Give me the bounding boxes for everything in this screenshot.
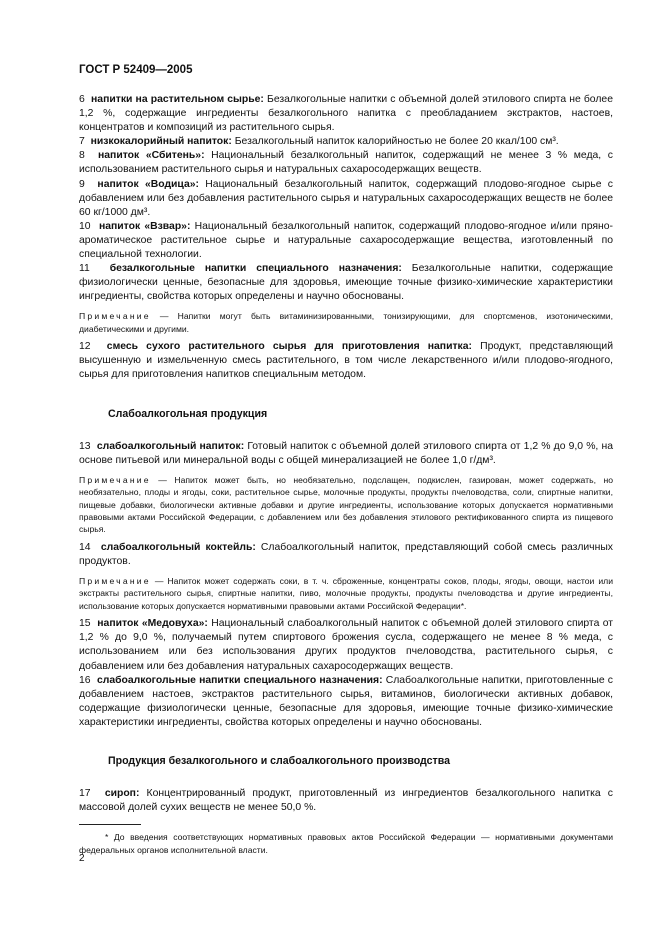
note-entry-14: Примечание — Напиток может содержать соки, в т. ч. сброженные, концентраты соков, плоды, ягоды, овощи, настои или экстракты растительного сырья, спиртные напитки, пиво, молочные продукты, продукты пчеловодства и другие ингредиенты, использование которых допускается нормативными правовыми актами Российской Федерации*. [79, 576, 613, 611]
term-entry-12: 12 смесь сухого растительного сырья для приготовления напитка: Продукт, представляющий высушенную и измельченную смесь растительного, в том числе лекарственного и/или плодово-ягодного, сырья для приготовления напитков специальным методом. [79, 341, 613, 381]
note-entry-11: Примечание — Напитки могут быть витаминизированными, тонизирующими, для спортсменов, изотоническими, диабетическими и другими. [79, 311, 613, 334]
term-entry-15: 15 напиток «Медовуха»: Национальный слабоалкогольный напиток с объемной долей этилового спирта от 1,2 % до 9,0 %, получаемый путем спиртового брожения сусла, содержащего не менее 8 % меда, с использованием или без использования других продуктов пчеловодства, растительного сырья, с добавлением или без добавления натуральных сахаросодержащих веществ. [79, 618, 614, 672]
document-header: ГОСТ Р 52409—2005 [79, 64, 193, 76]
term-entry-14: 14 слабоалкогольный коктейль: Слабоалкогольный напиток, представляющий собой смесь различных продуктов. [79, 541, 614, 567]
term-entry-8: 8 напиток «Сбитень»: Национальный безалкогольный напиток, содержащий не менее 3 % меда, с использованием растительного сырья и натуральных сахаросодержащих веществ. [79, 150, 613, 176]
section-heading-low-alcohol: Слабоалкогольная продукция [108, 407, 268, 420]
footnote: * До введения соответствующих нормативных правовых актов Российской Федерации — нормативными документами федеральных органов исполнительной власти. [79, 832, 613, 855]
term-entry-6: 6 напитки на растительном сырье: Безалкогольные напитки с объемной долей этилового спирта не более 1,2 %, содержащие ингредиенты безалкогольного напитка с преобладанием экстрактов, настоев, концентратов и композиций из растительного сырья. [79, 94, 613, 134]
note-entry-13: Примечание — Напиток может быть, но необязательно, подслащен, подкислен, газирован, может содержать, но необязательно, плоды и ягоды, соки, растительное сырье, молочные продукты, продукты пчеловодства, соли, спиртные напитки, пищевые добавки, биологически активные добавки и другие ингредиенты, использование которых допускается нормативными правовыми актами Российской Федерации, с добавлением или без добавления этилового ректификованного спирта из пищевого сырья. [79, 474, 613, 535]
term-entry-10: 10 напиток «Взвар»: Национальный безалкогольный напиток, содержащий плодово-ягодное и/или пряно-ароматическое растительное сырье и натуральные сахаросодержащие вещества, изготовленный по специальной технологии. [79, 220, 613, 261]
term-entry-13: 13 слабоалкогольный напиток: Готовый напиток с объемной долей этилового спирта от 1,2 % до 9,0 %, на основе питьевой или минеральной воды с общей минерализацией не более 1,0 г/дм³. [79, 440, 613, 466]
term-entry-9: 9 напиток «Водица»: Национальный безалкогольный напиток, содержащий плодово-ягодное сырье с добавлением или без добавления растительного сырья и натуральных сахаросодержащих веществ не более 60 кг/1000 дм³. [79, 178, 613, 218]
footnote-divider [79, 824, 141, 825]
entries-group-a [79, 93, 613, 304]
term-entry-7: 7 низкокалорийный напиток: Безалкогольный напиток калорийностью не более 20 ккал/100 см³. [79, 136, 559, 148]
term-entry-16: 16 слабоалкогольные напитки специального назначения: Слабоалкогольные напитки, приготовленные с добавлением настоев, экстрактов растительного сырья, витаминов, биологически активных добавок, содержащие физиологически ценные, безопасные для здоровья, имеющие точные физико-химические характеристики ингредиенты, свойства которых определены и научно обоснованы. [79, 674, 613, 728]
document-content [79, 93, 613, 856]
page-number: 2 [79, 853, 85, 864]
term-entry-11: 11 безалкогольные напитки специального назначения: Безалкогольные напитки, содержащие физиологически ценные, безопасные для здоровья, имеющие точные физико-химические характеристики ингредиенты, свойства которых определены и научно обоснованы. [79, 263, 613, 303]
term-entry-17: 17 сироп: Концентрированный продукт, приготовленный из ингредиентов безалкогольного напитка с массовой долей сухих веществ не менее 50,0 %. [79, 788, 614, 814]
section-heading-production: Продукция безалкогольного и слабоалкогольного производства [108, 754, 450, 767]
